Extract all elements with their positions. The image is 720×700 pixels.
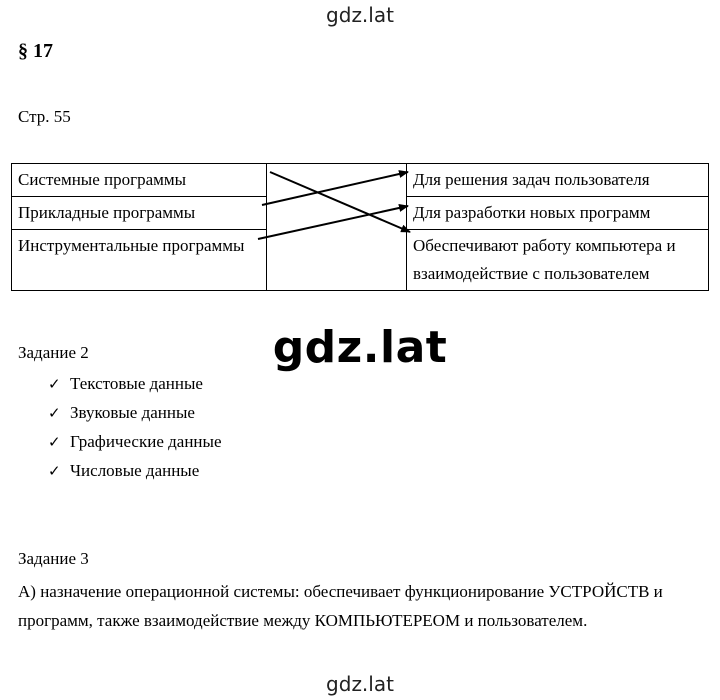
left-cell: Инструментальные программы: [12, 230, 267, 291]
left-cell: Системные программы: [12, 164, 267, 197]
check-mark-icon: ✓: [48, 375, 61, 393]
list-item: [48, 372, 222, 401]
watermark-bottom: gdz.lat: [326, 672, 394, 696]
watermark-top: gdz.lat: [326, 3, 394, 27]
task3-title: Задание 3: [18, 549, 89, 568]
list-item-label: Графические данные: [70, 432, 222, 451]
list-item: [48, 430, 222, 459]
list-item: [48, 401, 222, 430]
watermark-middle: gdz.lat: [272, 322, 448, 373]
list-item-label: Текстовые данные: [70, 374, 203, 393]
left-cell: Прикладные программы: [12, 197, 267, 230]
check-mark-icon: ✓: [48, 462, 61, 480]
task2-title: Задание 2: [18, 343, 89, 362]
right-cell: Обеспечивают работу компьютера и взаимодействие с пользователем: [407, 230, 709, 291]
table-row: [12, 164, 709, 197]
task2-list: [48, 372, 222, 488]
page-reference: Стр. 55: [18, 107, 71, 126]
section-title: § 17: [18, 40, 53, 62]
arrow-cell: [267, 164, 407, 291]
task3-text: А) назначение операционной системы: обеспечивает функционирование УСТРОЙСТВ и программ, также взаимодействие между КОМПЬЮТЕРЕОМ и пользователем.: [18, 582, 663, 630]
right-cell: Для решения задач пользователя: [407, 164, 709, 197]
list-item-label: Числовые данные: [70, 461, 200, 480]
check-mark-icon: ✓: [48, 433, 61, 451]
list-item: [48, 459, 222, 488]
matching-table: [11, 163, 709, 291]
check-mark-icon: ✓: [48, 404, 61, 422]
right-cell: Для разработки новых программ: [407, 197, 709, 230]
list-item-label: Звуковые данные: [70, 403, 195, 422]
